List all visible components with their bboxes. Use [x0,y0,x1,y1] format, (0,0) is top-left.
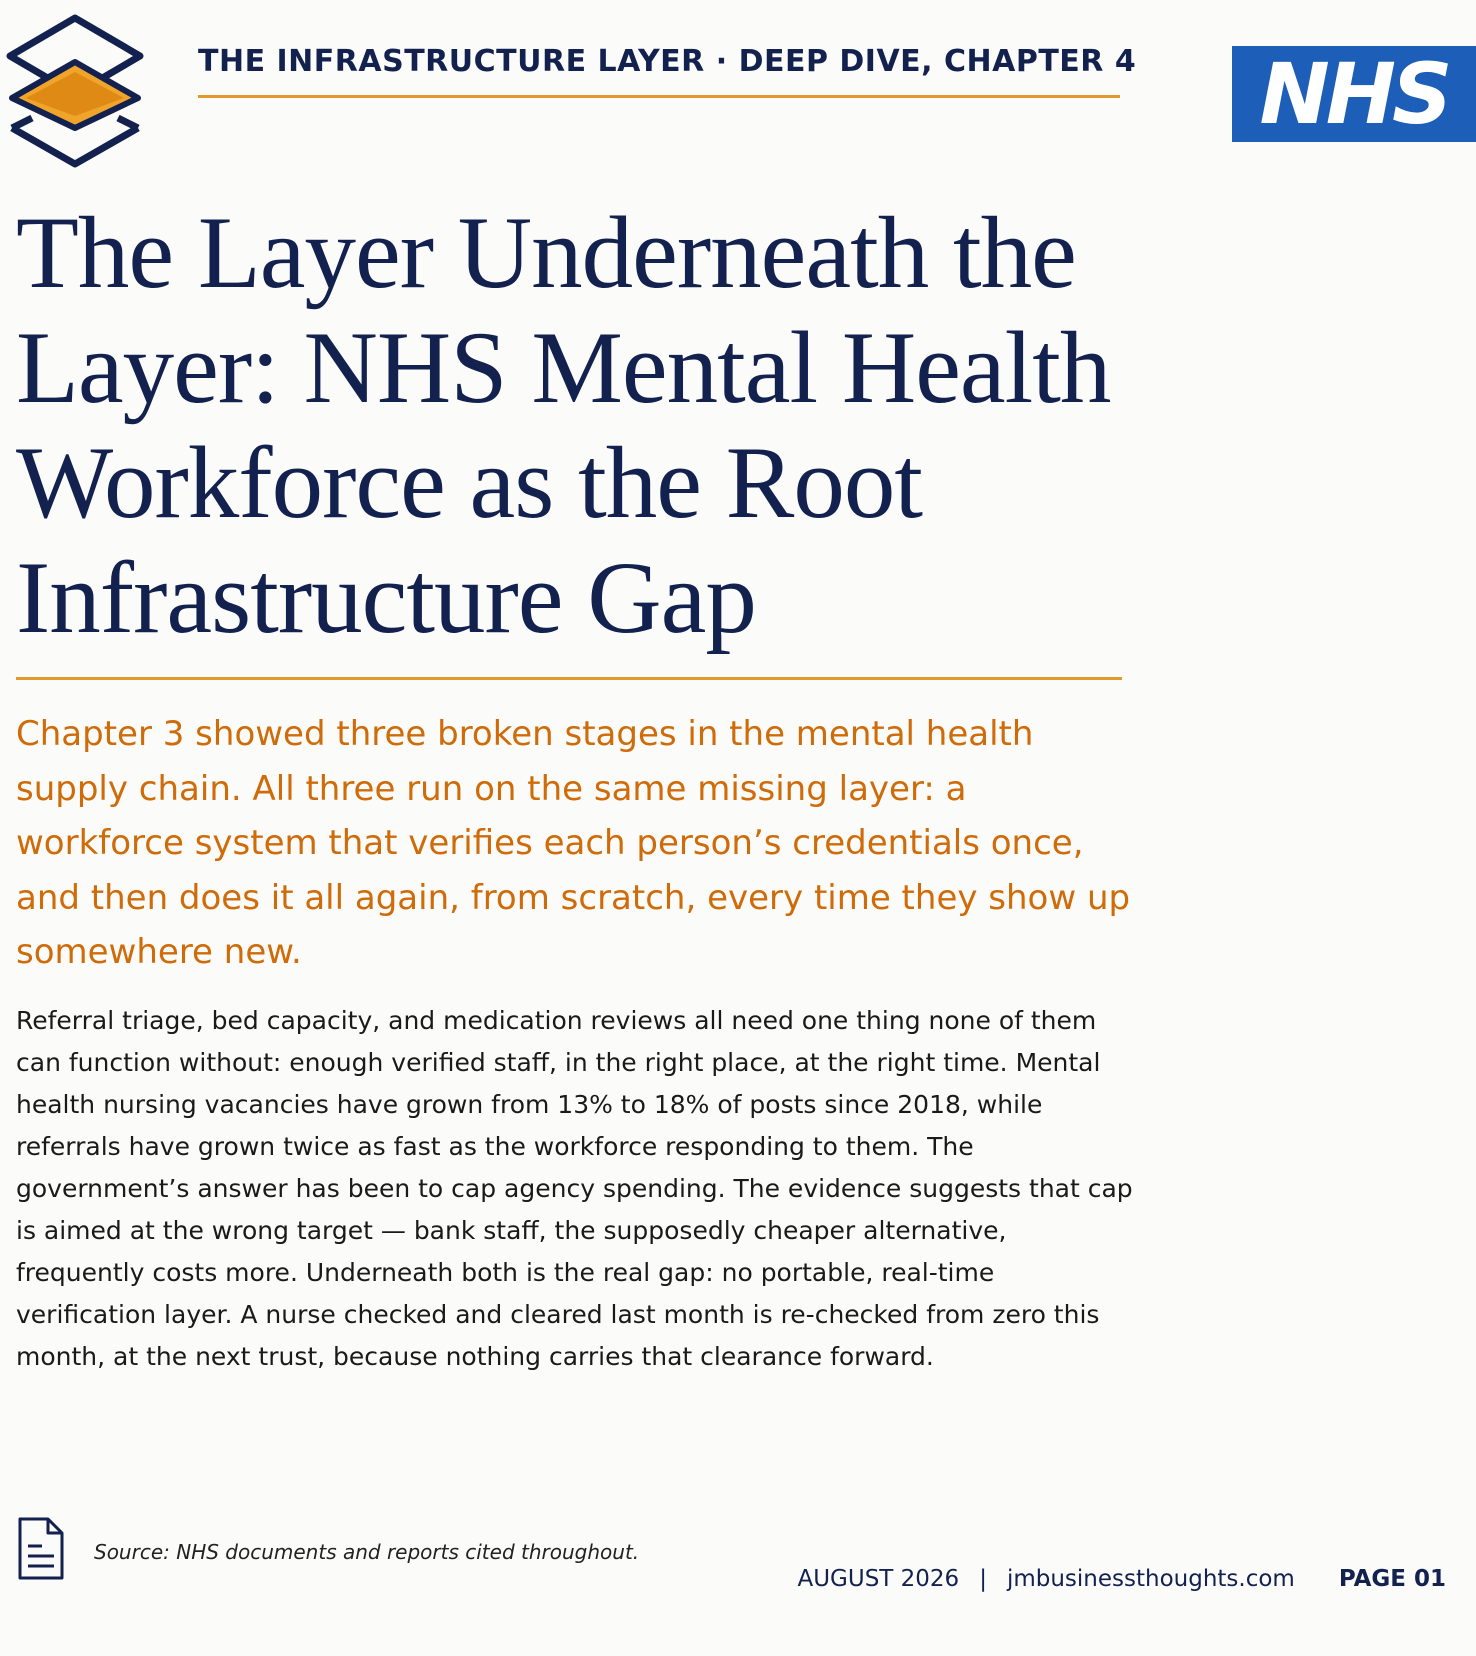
footer-meta [797,1566,1446,1592]
kicker-divider [198,95,1120,98]
page-title: The Layer Underneath the Layer: NHS Mental Health Workforce as the Root Infrastructure Gap [16,196,1111,655]
footer-site-link[interactable]: jmbusinessthoughts.com [1006,1566,1295,1592]
document-icon [16,1516,66,1582]
stacked-layers-icon [2,12,148,172]
body-paragraph: Referral triage, bed capacity, and medication reviews all need one thing none of them can function without: enough verified staff, in the right place, at the right time. Mental health nursing vacancies have grown from 13% to 18% of posts since 2018, while referrals have grown twice as fast as the workforce responding to them. The government’s answer has been to cap agency spending. The evidence suggests that cap is aimed at the wrong target — bank staff, the supposedly cheaper alternative, frequently costs more. Underneath both is the real gap: no portable, real-time verification layer. A nurse checked and cleared last month is re-checked from zero this month, at the next trust, because nothing carries that clearance forward. [16,1006,1133,1371]
footer-date: AUGUST 2026 [797,1566,960,1592]
footer-separator: | [979,1566,987,1592]
page-number: PAGE 01 [1338,1566,1446,1592]
nhs-logo [1232,46,1476,142]
title-divider [16,677,1122,680]
source-note: Source: NHS documents and reports cited throughout. [94,1540,640,1564]
section-kicker: THE INFRASTRUCTURE LAYER · DEEP DIVE, CHAPTER 4 [198,44,1137,79]
nhs-logo-text: NHS [1259,45,1449,143]
lede-paragraph: Chapter 3 showed three broken stages in the mental health supply chain. All three run on the same missing layer: a workforce system that verifies each person’s credentials once, and then does it all again, from scratch, every time they show up somewhere new. [16,714,1131,972]
